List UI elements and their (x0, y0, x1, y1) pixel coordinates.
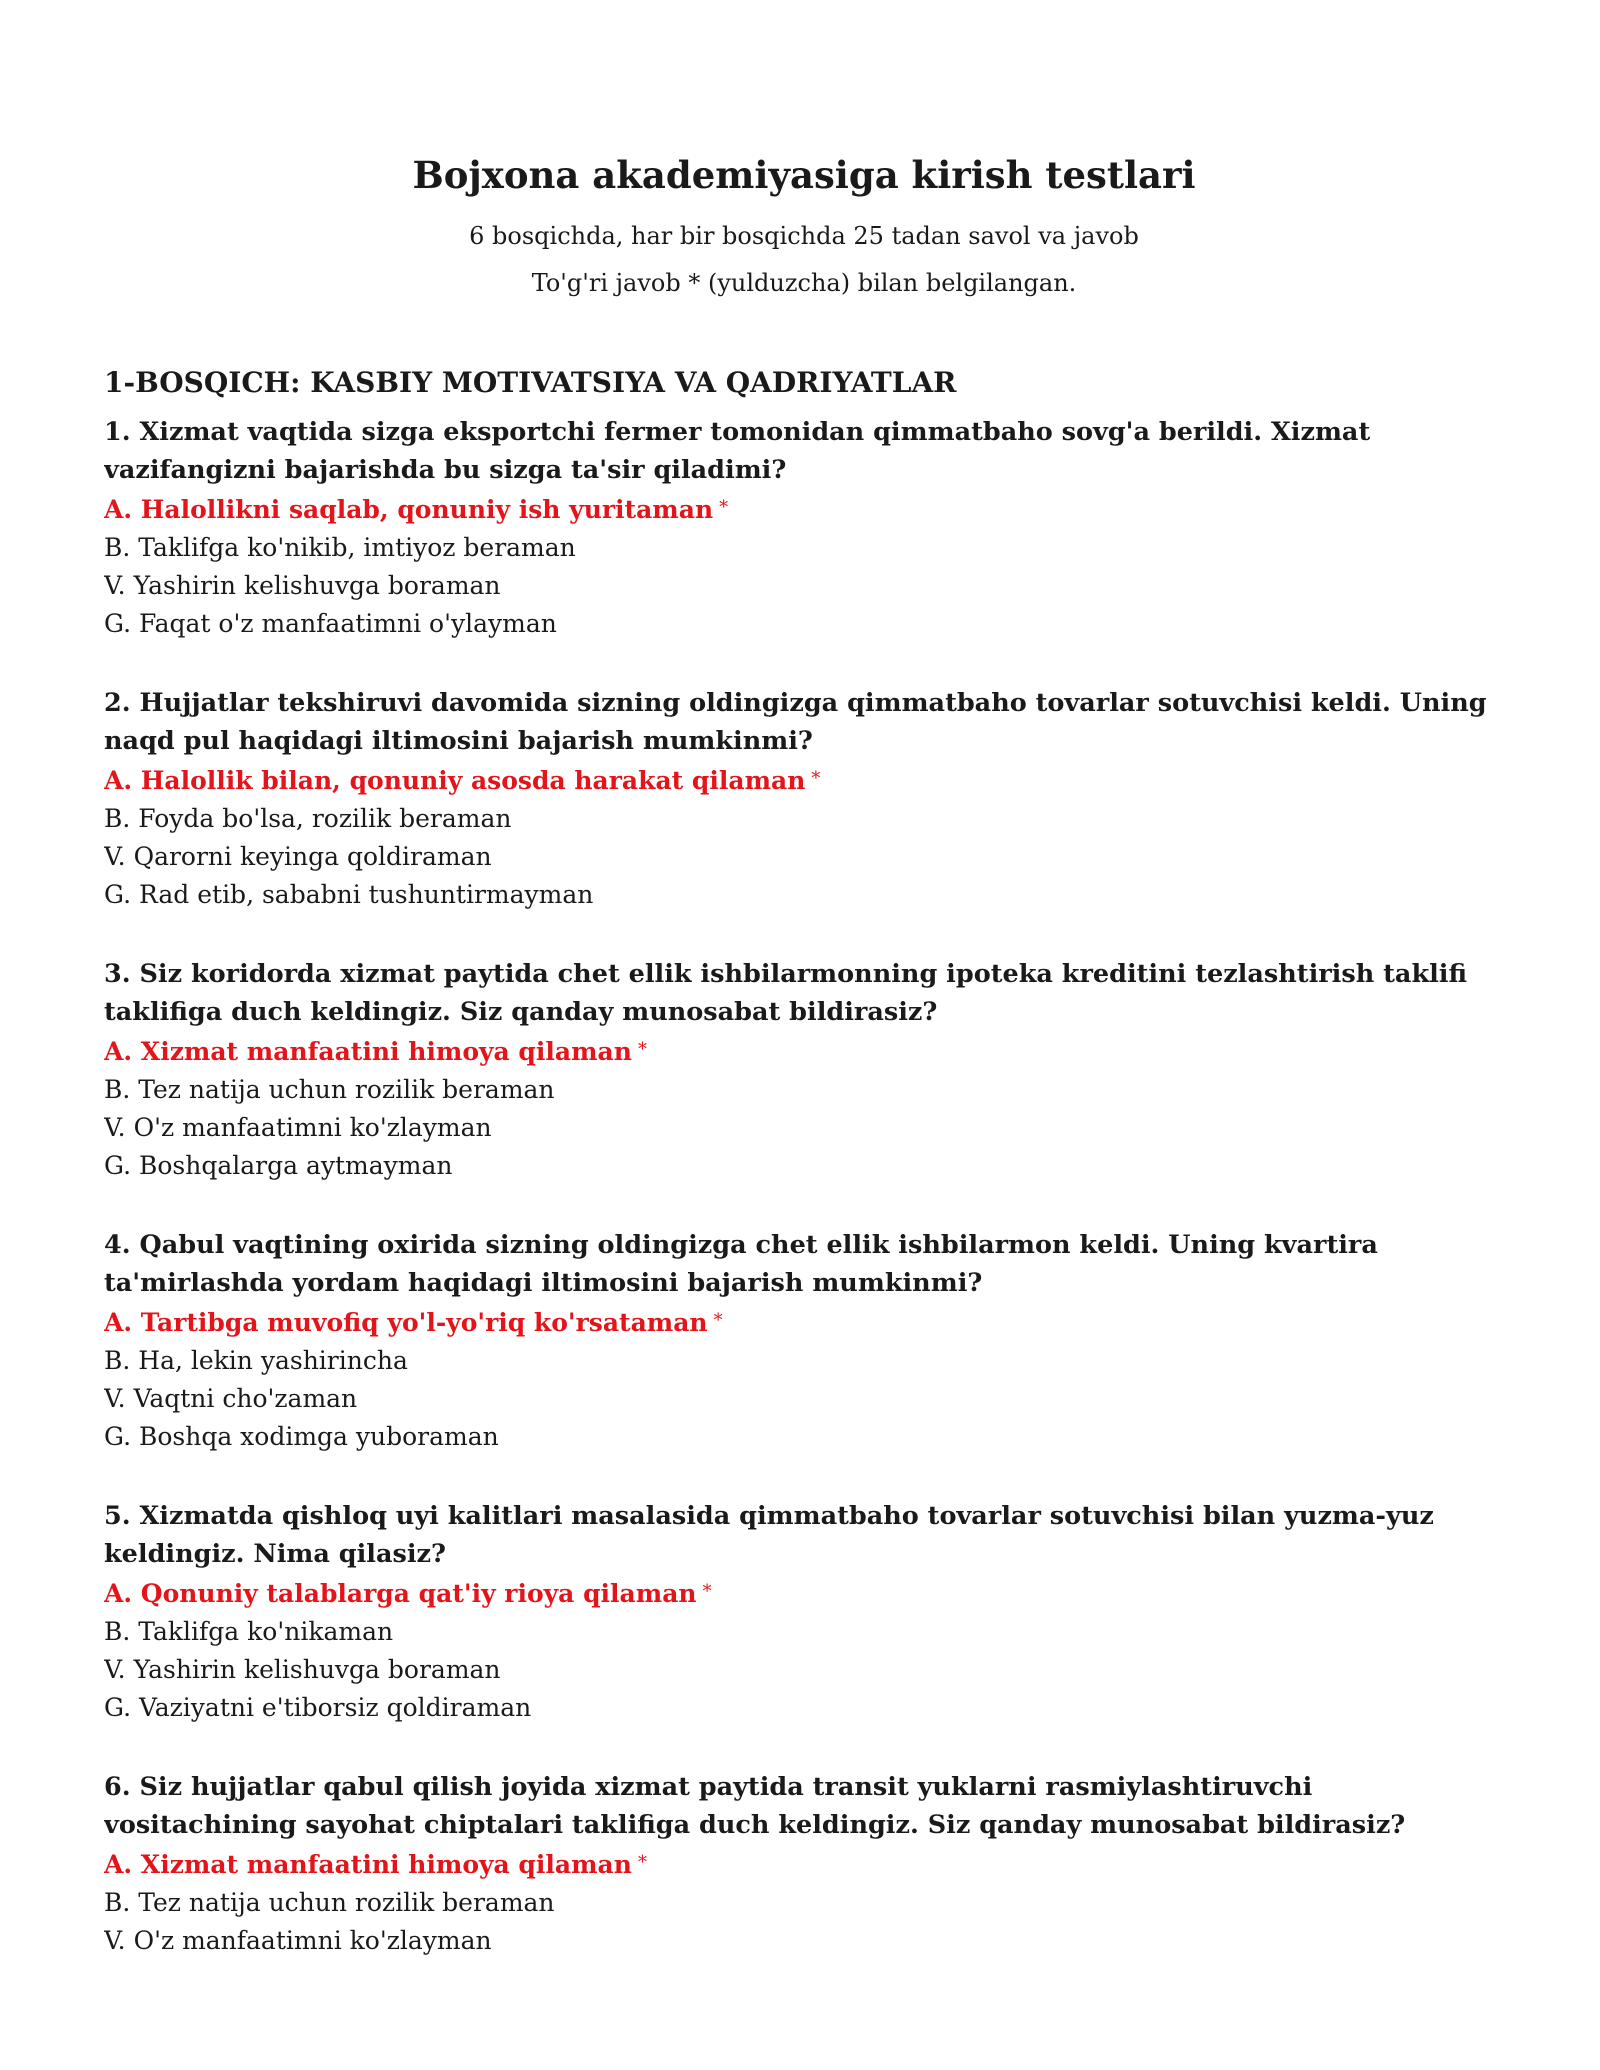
option-label: A. Qonuniy talablarga qat'iy rioya qilaman (104, 1579, 697, 1608)
option-label: A. Tartibga muvofiq yo'l-yo'riq ko'rsataman (104, 1308, 708, 1337)
answer-option: G. Boshqa xodimga yuboraman (104, 1422, 499, 1451)
document-subtitle: 6 bosqichda, har bir bosqichda 25 tadan savol va javob (469, 222, 1139, 250)
question-item (104, 955, 1504, 1226)
correct-answer-option (104, 760, 1504, 800)
answer-option: G. Boshqalarga aytmayman (104, 1151, 453, 1180)
answer-option: B. Foyda bo'lsa, rozilik beraman (104, 804, 512, 833)
question-text: 2. Hujjatlar tekshiruvi davomida sizning oldingizga qimmatbaho tovarlar sotuvchisi keldi. Uning naqd pul haqidagi iltimosini bajarish mumkinmi? (104, 688, 1487, 756)
correct-answer-marker: * (811, 768, 821, 789)
question-text: 6. Siz hujjatlar qabul qilish joyida xizmat paytida transit yuklarni rasmiylashtiruvchi vositachining sayohat chiptalari taklifiga duch keldingiz. Siz qanday munosabat bildirasiz? (104, 1772, 1406, 1840)
question-text: 1. Xizmat vaqtida sizga eksportchi fermer tomonidan qimmatbaho sovg'a berildi. Xizmat vazifangizni bajarishda bu sizga ta'sir qiladimi? (104, 417, 1371, 485)
answer-key-note: To'g'ri javob * (yulduzcha) bilan belgilangan. (531, 269, 1077, 297)
question-text: 4. Qabul vaqtining oxirida sizning oldingizga chet ellik ishbilarmon keldi. Uning kvartira ta'mirlashda yordam haqidagi iltimosini bajarish mumkinmi? (104, 1230, 1378, 1298)
question-item (104, 413, 1504, 684)
question-item (104, 1497, 1504, 1768)
question-text: 5. Xizmatda qishloq uyi kalitlari masalasida qimmatbaho tovarlar sotuvchisi bilan yuzma-yuz keldingiz. Nima qilasiz? (104, 1501, 1434, 1569)
answer-option: G. Rad etib, sababni tushuntirmayman (104, 880, 594, 909)
answer-option: V. Yashirin kelishuvga boraman (104, 1655, 501, 1684)
question-text: 3. Siz koridorda xizmat paytida chet ellik ishbilarmonning ipoteka kreditini tezlashtirish taklifi taklifiga duch keldingiz. Siz qanday munosabat bildirasiz? (104, 959, 1468, 1027)
correct-answer-option (104, 489, 1504, 529)
correct-answer-option (104, 1844, 1504, 1884)
correct-answer-marker: * (637, 1852, 647, 1873)
answer-option: B. Taklifga ko'nikaman (104, 1617, 394, 1646)
correct-answer-option (104, 1302, 1504, 1342)
option-label: A. Xizmat manfaatini himoya qilaman (104, 1037, 632, 1066)
answer-option: B. Ha, lekin yashirincha (104, 1346, 408, 1375)
option-label: A. Halollik bilan, qonuniy asosda harakat qilaman (104, 766, 806, 795)
answer-option: V. Yashirin kelishuvga boraman (104, 571, 501, 600)
option-label: A. Xizmat manfaatini himoya qilaman (104, 1850, 632, 1879)
question-list (104, 413, 1504, 2039)
question-item (104, 1226, 1504, 1497)
question-item (104, 684, 1504, 955)
answer-option: V. O'z manfaatimni ko'zlayman (104, 1113, 492, 1142)
question-item (104, 1768, 1504, 2039)
answer-option: V. Qarorni keyinga qoldiraman (104, 842, 492, 871)
answer-option: V. Vaqtni cho'zaman (104, 1384, 358, 1413)
answer-option: B. Taklifga ko'nikib, imtiyoz beraman (104, 533, 576, 562)
correct-answer-option (104, 1573, 1504, 1613)
answer-option: B. Tez natija uchun rozilik beraman (104, 1888, 555, 1917)
answer-option: G. Vaziyatni e'tiborsiz qoldiraman (104, 1693, 532, 1722)
answer-option: G. Faqat o'z manfaatimni o'ylayman (104, 609, 557, 638)
correct-answer-marker: * (637, 1039, 647, 1060)
answer-option: B. Tez natija uchun rozilik beraman (104, 1075, 555, 1104)
document-title: Bojxona akademiyasiga kirish testlari (412, 153, 1196, 197)
answer-option: V. O'z manfaatimni ko'zlayman (104, 1926, 492, 1955)
correct-answer-marker: * (719, 497, 729, 518)
correct-answer-marker: * (713, 1310, 723, 1331)
option-label: A. Halollikni saqlab, qonuniy ish yuritaman (104, 495, 714, 524)
section-heading: 1-BOSQICH: KASBIY MOTIVATSIYA VA QADRIYATLAR (104, 366, 957, 399)
correct-answer-option (104, 1031, 1504, 1071)
correct-answer-marker: * (702, 1581, 712, 1602)
